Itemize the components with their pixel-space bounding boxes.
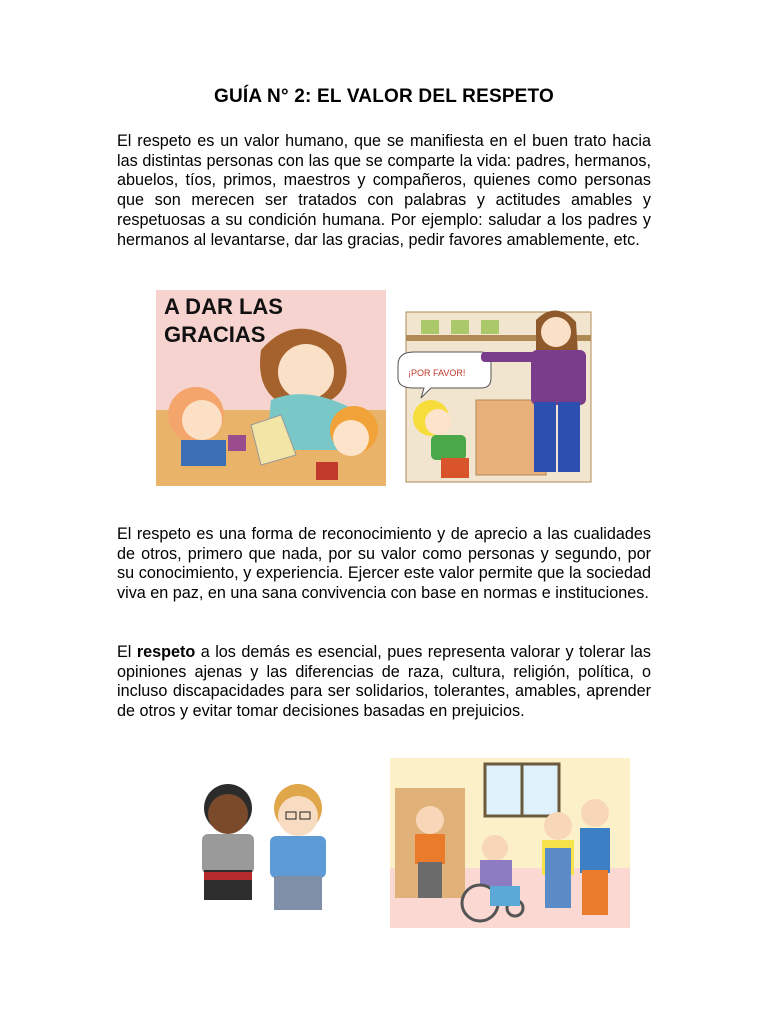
gracias-caption-line2: GRACIAS bbox=[164, 322, 266, 347]
illustration-por-favor bbox=[386, 290, 610, 486]
illustration-dar-gracias bbox=[156, 290, 386, 486]
paragraph3-rest: a los demás es esencial, pues representa valorar y tolerar las opiniones ajenas y las diferencias de raza, cultura, religión, política, o incluso discapacidades para ser solidarios, tolerantes, amables, aprender de otros y evitar tomar decisiones basadas en prejuicios. bbox=[117, 643, 651, 721]
paragraph-tolerancia bbox=[117, 643, 651, 722]
paragraph3-prefix: El bbox=[117, 643, 132, 661]
por-favor-bubble: ¡POR FAVOR! bbox=[408, 368, 466, 378]
paragraph-reconocimiento: El respeto es una forma de reconocimiento y de aprecio a las cualidades de otros, primero que nada, por su valor como personas y segundo, por su conocimiento, y experiencia. Ejercer este valor permite que la sociedad viva en paz, en una sana convivencia con base en normas e instituciones. bbox=[117, 525, 651, 603]
gracias-caption-line1: A DAR LAS bbox=[164, 294, 283, 319]
page-title: GUÍA N° 2: EL VALOR DEL RESPETO bbox=[213, 86, 555, 107]
illustration-two-friends bbox=[190, 780, 340, 920]
illustration-inclusion bbox=[390, 758, 630, 928]
paragraph-intro: El respeto es un valor humano, que se manifiesta en el buen trato hacia las distintas personas con las que se comparte la vida: padres, hermanos, abuelos, tíos, primos, maestros y compañeros, quienes como personas que son merecen ser tratados con palabras y actitudes amables y respetuosas a su condición humana. Por ejemplo: saludar a los padres y hermanos al levantarse, dar las gracias, pedir favores amablemente, etc. bbox=[117, 132, 651, 249]
paragraph3-bold-word: respeto bbox=[136, 643, 196, 661]
